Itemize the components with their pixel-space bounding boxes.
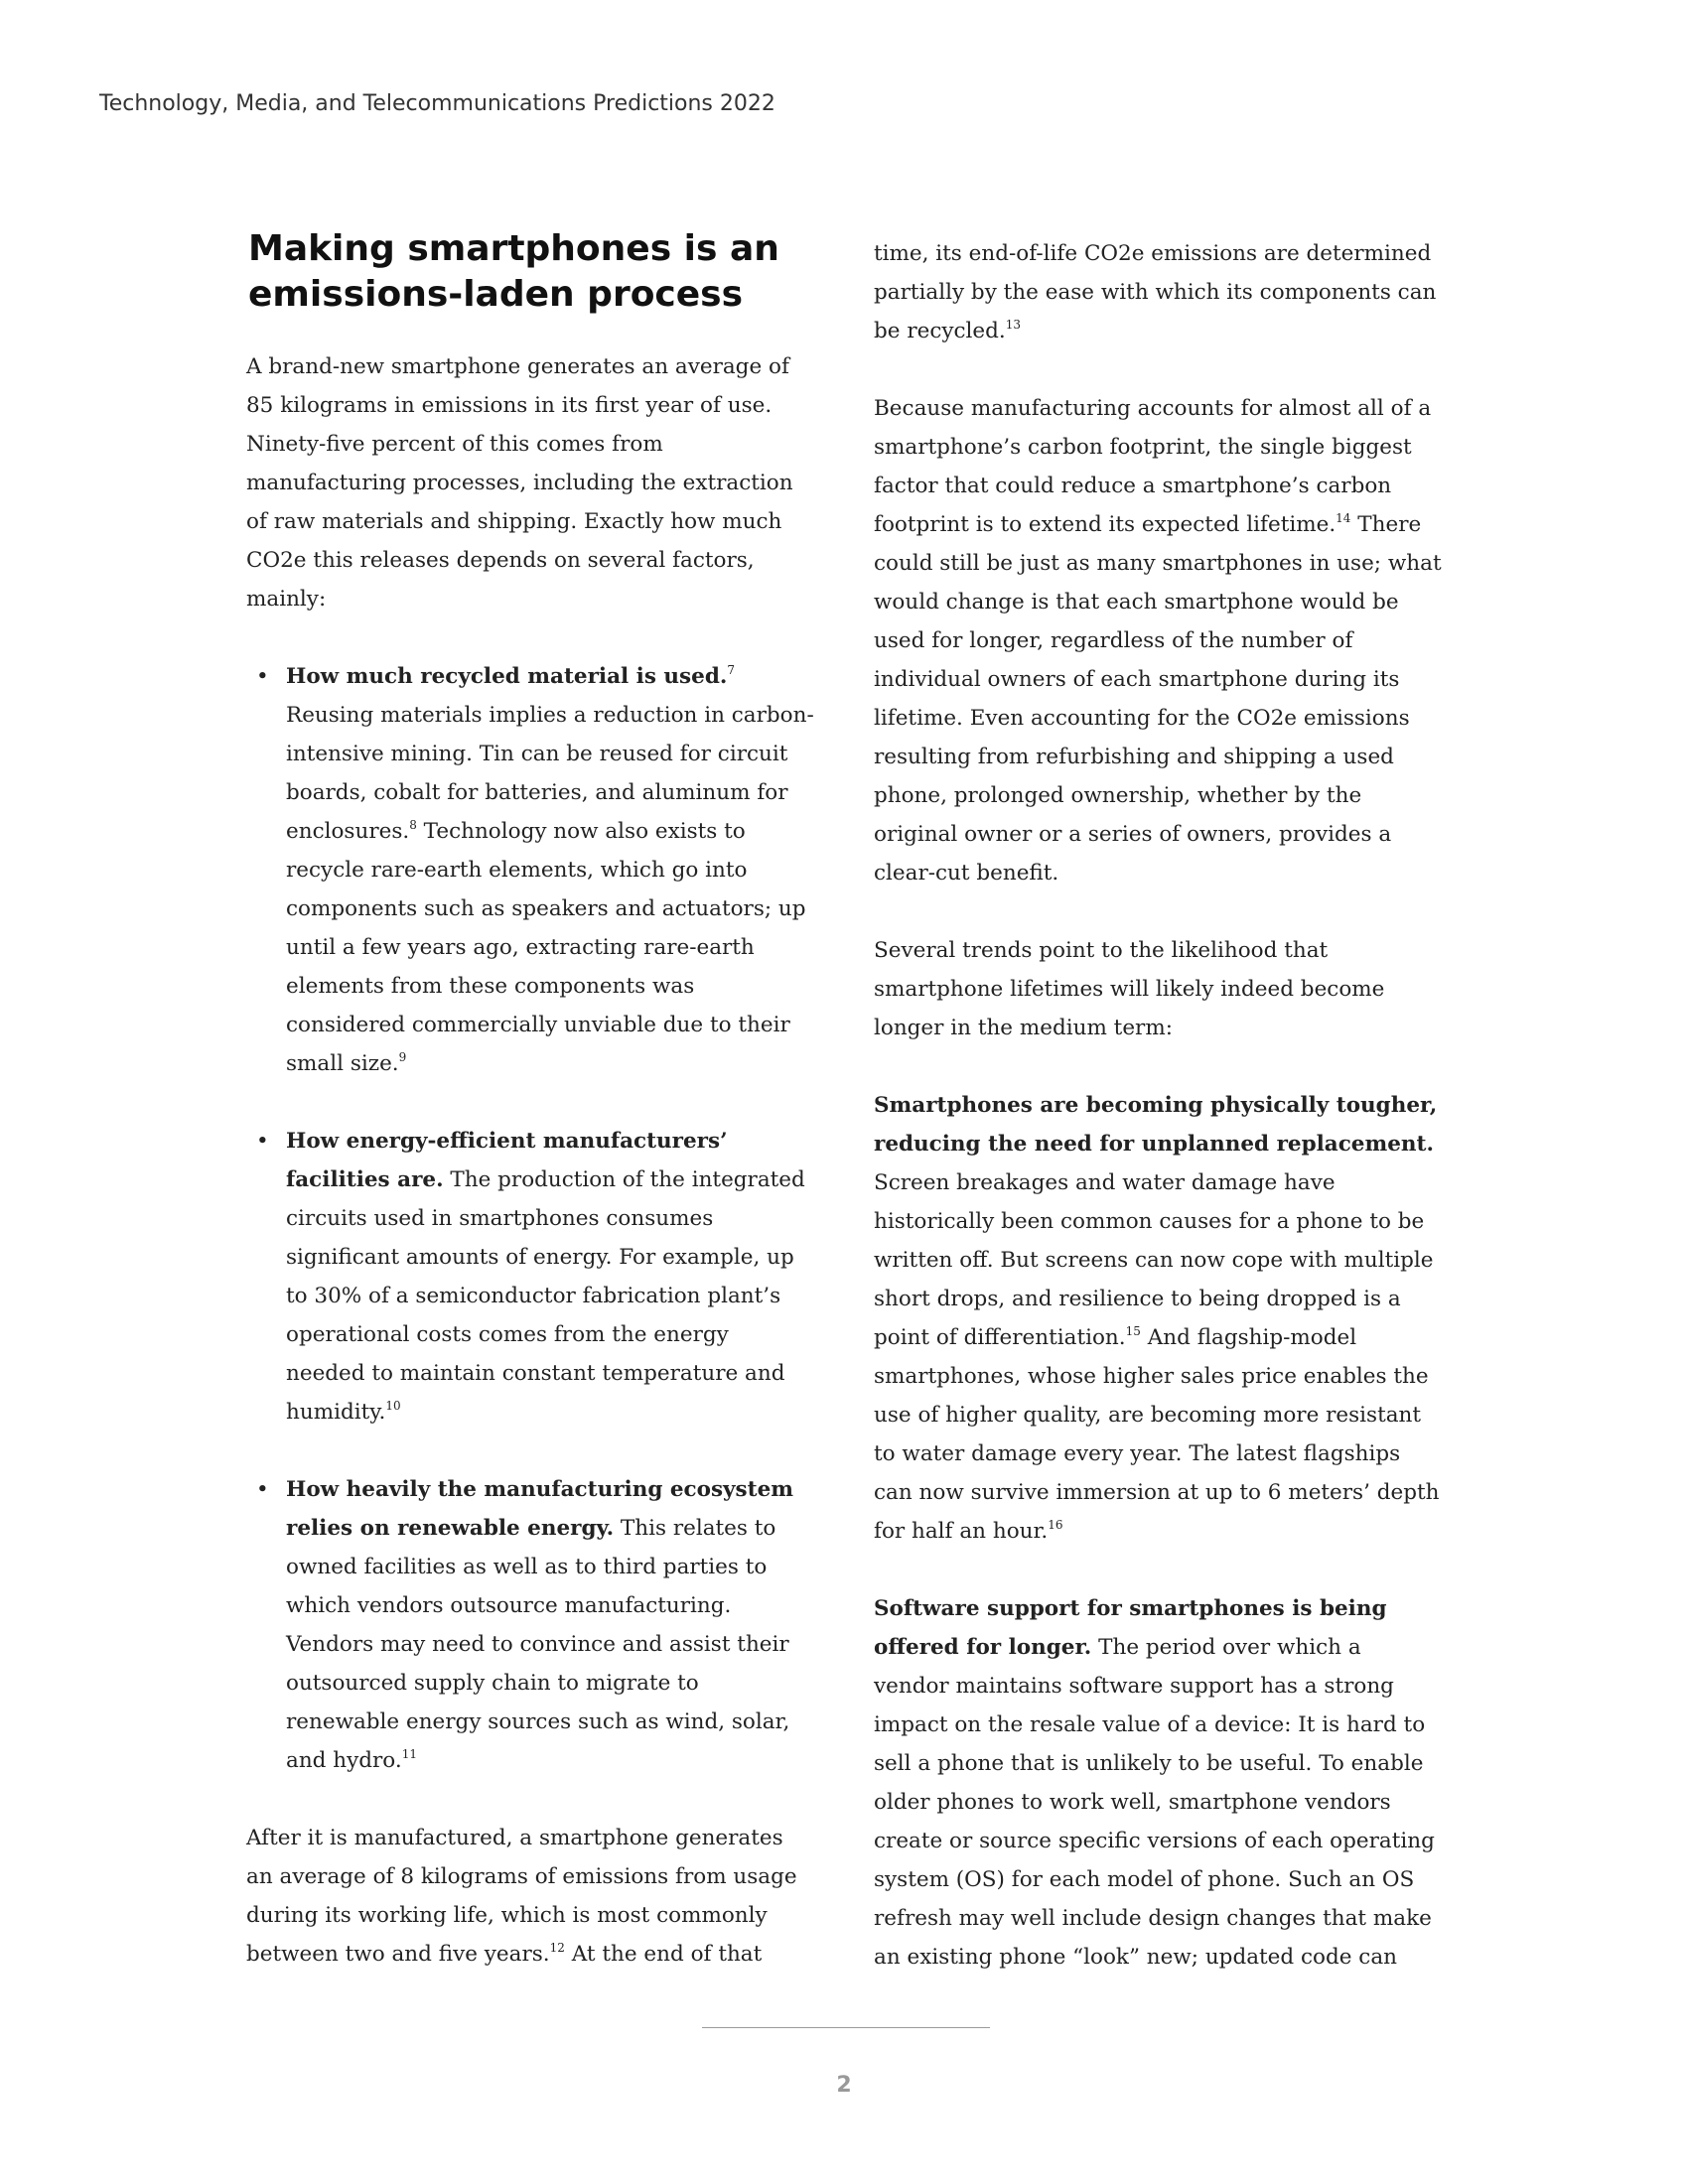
bullet-icon: • (256, 1129, 269, 1154)
footer-rule (702, 2027, 990, 2028)
bullet-icon: • (256, 1477, 269, 1502)
factor-list (246, 657, 814, 1780)
left-column (246, 226, 814, 2012)
trend-software-paragraph: Software support for smartphones is being offered for longer. The period over which a vendor maintains software support has a strong impact on the resale value of a device: It is hard to sell a phone that is unlikely to be useful. To enable older phones to work well, smartphone vendors create or source specific versions of each operating system (OS) for each model of phone. Such an OS refresh may well include design changes that make an existing phone “look” new; updated code can (874, 1596, 1435, 1970)
running-header: Technology, Media, and Telecommunications Predictions 2022 (99, 91, 775, 116)
right-column (874, 234, 1442, 2015)
closing-paragraph: After it is manufactured, a smartphone generates an average of 8 kilograms of emissions from usage during its working life, which is most commonly between two and five years.$^{12}$ At the end of that (246, 1826, 797, 1967)
trend-tougher-paragraph: Smartphones are becoming physically tougher, reducing the need for unplanned replacement. Screen breakages and water damage have historically been common causes for a phone to be written off. But screens can now cope with multiple short drops, and resilience to being dropped is a point of differentiation.$^{15}$ And flagship-model smartphones, whose higher sales price enables the use of higher quality, are becoming more resistant to water damage every year. The latest flagships can now survive immersion at up to 6 meters’ depth for half an hour.$^{16}$ (874, 1093, 1440, 1544)
list-item: • How energy-efficient manufacturers’ facilities are. The production of the integrated circuits used in smartphones consumes significant amounts of energy. For example, up to 30% of a semiconductor fabrication plant’s operational costs comes from the energy needed to maintain constant temperature and humidity.$^{10}$ (246, 1122, 814, 1432)
continuation-paragraph: time, its end-of-life CO2e emissions are determined partially by the ease with which its components can be recycled.$^{13}$ (874, 241, 1437, 343)
lifetime-paragraph: Because manufacturing accounts for almost all of a smartphone’s carbon footprint, the single biggest factor that could reduce a smartphone’s carbon footprint is to extend its expected lifetime.$^{14}$ There could still be just as many smartphones in use; what would change is that each smartphone would be used for longer, regardless of the number of individual owners of each smartphone during its lifetime. Even accounting for the CO2e emissions resulting from refurbishing and shipping a used phone, prolonged ownership, whether by the original owner or a series of owners, provides a clear-cut benefit. (874, 396, 1442, 886)
list-item: • How heavily the manufacturing ecosystem relies on renewable energy. This relates to owned facilities as well as to third parties to which vendors outsource manufacturing. Vendors may need to convince and assist their outsourced supply chain to migrate to renewable energy sources such as wind, solar, and hydro.$^{11}$ (246, 1470, 814, 1780)
section-title: Making smartphones is an emissions-laden process (248, 228, 779, 315)
list-item: • How much recycled material is used.$^7$ Reusing materials implies a reduction in carbon-intensive mining. Tin can be reused for circuit boards, cobalt for batteries, and aluminum for enclosures.$^8$ Technology now also exists to recycle rare-earth elements, which go into components such as speakers and actuators; up until a few years ago, extracting rare-earth elements from these components was considered commercially unviable due to their small size.$^9$ (246, 657, 814, 1083)
trends-intro-paragraph: Several trends point to the likelihood that smartphone lifetimes will likely indeed become longer in the medium term: (874, 938, 1385, 1040)
bullet-icon: • (256, 664, 269, 689)
intro-paragraph: A brand-new smartphone generates an average of 85 kilograms in emissions in its first year of use. Ninety-five percent of this comes from manufacturing processes, including the extraction of raw materials and shipping. Exactly how much CO2e this releases depends on several factors, mainly: (246, 354, 793, 612)
page-number: 2 (836, 2073, 852, 2098)
